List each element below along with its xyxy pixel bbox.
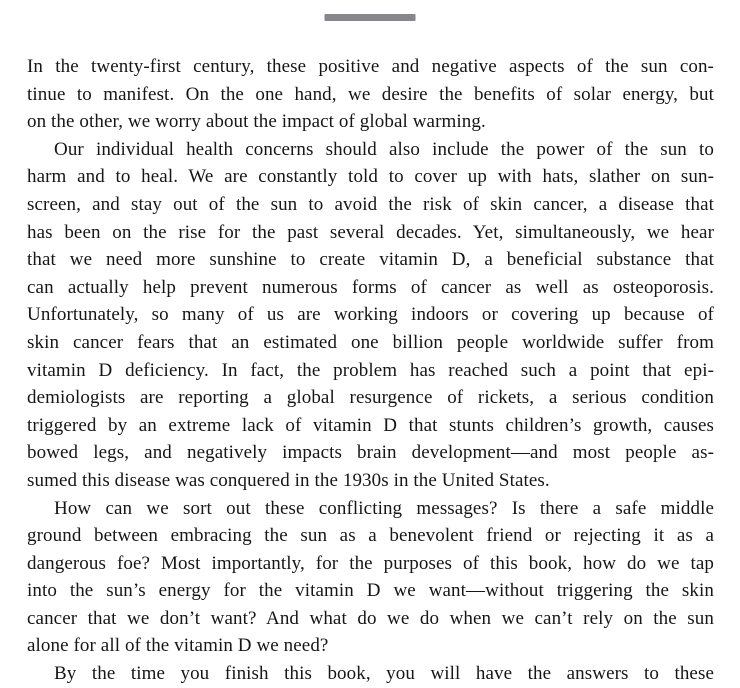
- text-line: dangerous foe? Most importantly, for the purposes of this book, how do we tap: [27, 552, 714, 574]
- drag-handle-icon[interactable]: [325, 14, 416, 21]
- text-line: triggered by an extreme lack of vitamin D that stunts children’s growth, causes: [27, 414, 714, 436]
- text-line: screen, and stay out of the sun to avoid the risk of skin cancer, a disease that: [27, 193, 714, 215]
- text-line: skin cancer fears that an estimated one billion people worldwide suffer from: [27, 331, 714, 353]
- book-text-column: [27, 53, 714, 688]
- paragraph: [27, 53, 714, 136]
- text-line: By the time you finish this book, you will have the answers to these: [54, 663, 714, 685]
- text-line: cancer that we don’t want? And what do we do when we can’t rely on the sun: [27, 607, 714, 629]
- text-line: harm and to heal. We are constantly told to cover up with hats, slather on sun-: [27, 166, 714, 188]
- text-line: Unfortunately, so many of us are working indoors or covering up because of: [27, 304, 714, 326]
- text-line: Our individual health concerns should also include the power of the sun to: [54, 138, 714, 160]
- text-line: can actually help prevent numerous forms of cancer as well as osteoporosis.: [27, 276, 714, 298]
- text-line: alone for all of the vitamin D we need?: [27, 635, 329, 657]
- text-line: vitamin D deficiency. In fact, the problem has reached such a point that epi-: [27, 359, 714, 381]
- text-line: tinue to manifest. On the one hand, we desire the benefits of solar energy, but: [27, 83, 714, 105]
- text-line: on the other, we worry about the impact of global warming.: [27, 111, 486, 133]
- text-line: has been on the rise for the past several decades. Yet, simultaneously, we hear: [27, 221, 714, 243]
- paragraph: [27, 136, 714, 495]
- text-line: In the twenty-first century, these positive and negative aspects of the sun con-: [27, 56, 714, 77]
- text-line: demiologists are reporting a global resurgence of rickets, a serious condition: [27, 387, 714, 409]
- text-line: ground between embracing the sun as a benevolent friend or rejecting it as a: [27, 525, 714, 547]
- text-line: sumed this disease was conquered in the 1930s in the United States.: [27, 469, 550, 491]
- text-line: How can we sort out these conflicting messages? Is there a safe middle: [54, 497, 714, 519]
- text-line: bowed legs, and negatively impacts brain development—and most people as-: [27, 442, 714, 464]
- text-line: into the sun’s energy for the vitamin D we want—without triggering the skin: [27, 580, 714, 602]
- paragraph: [27, 495, 714, 661]
- paragraph: [27, 660, 714, 688]
- text-line: that we need more sunshine to create vitamin D, a beneficial substance that: [27, 249, 714, 271]
